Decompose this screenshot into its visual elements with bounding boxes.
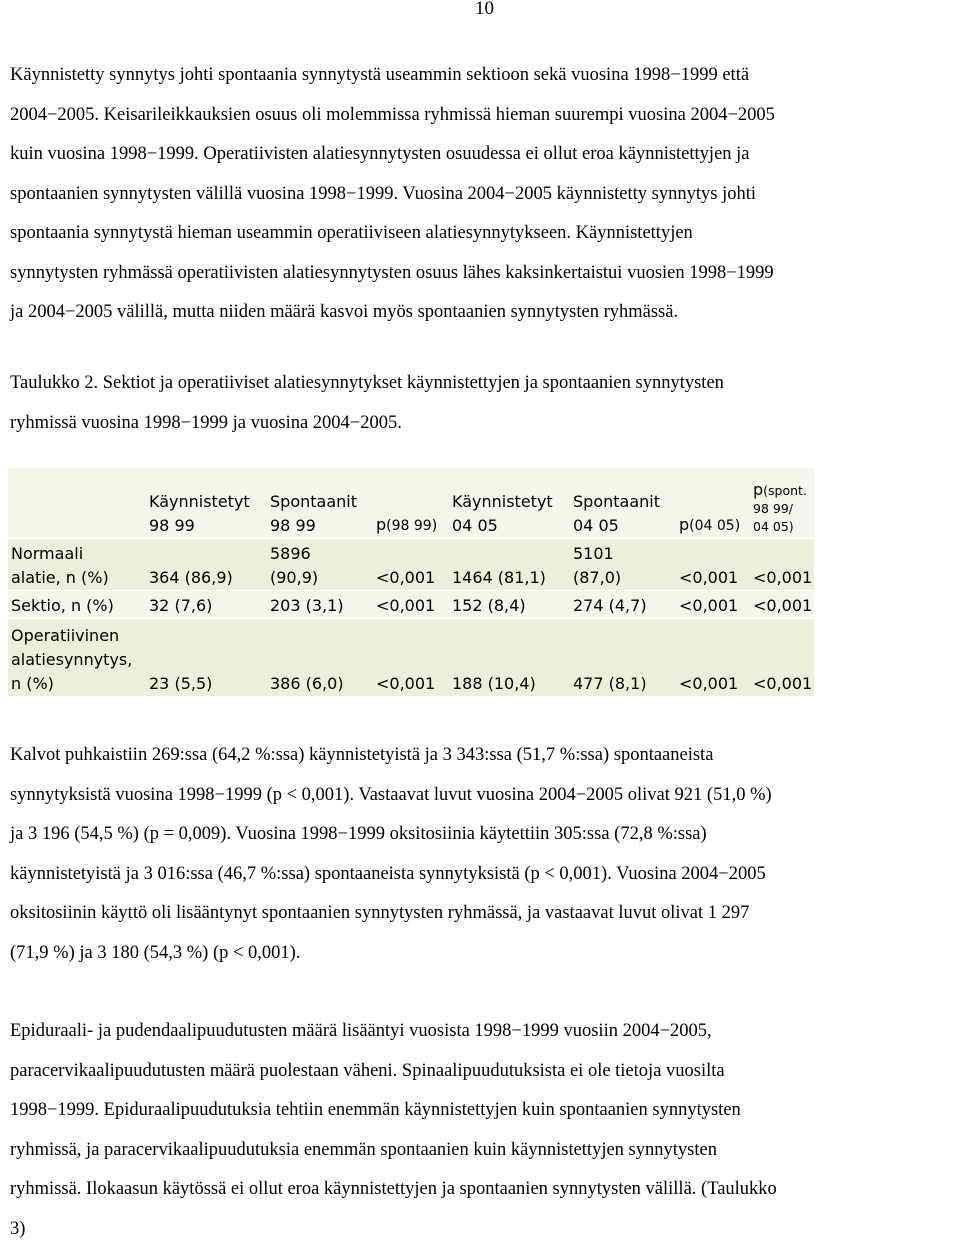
paragraph-kalvot — [10, 736, 955, 973]
cell-kaynnistetyt-04-05 — [449, 538, 570, 590]
header-label: Spontaanit — [573, 490, 676, 514]
cell-spontaanit-98-99 — [267, 538, 373, 590]
cell-kaynnistetyt-98-99 — [146, 618, 267, 696]
p-symbol: p — [376, 515, 386, 534]
text-line: oksitosiinin käyttö oli lisääntynyt spontaanien synnytysten ryhmässä, ja vastaavat luvut olivat 1 297 — [10, 894, 955, 934]
text-line: 3) — [10, 1210, 955, 1249]
text-line: 2004−2005. Keisarileikkauksien osuus oli molemmissa ryhmissä hieman suurempi vuosina 2004−2005 — [10, 96, 955, 136]
header-p-label — [753, 481, 814, 500]
header-label: Käynnistetyt — [149, 490, 267, 514]
cell-value: <0,001 — [753, 566, 814, 590]
cell-kaynnistetyt-04-05 — [449, 618, 570, 696]
cell-value: <0,001 — [753, 594, 814, 618]
row-label — [8, 590, 146, 618]
cell-value: 32 (7,6) — [149, 594, 267, 618]
text-line: kuin vuosina 1998−1999. Operatiivisten alatiesynnytysten osuudessa ei ollut eroa käynnistettyjen ja — [10, 135, 955, 175]
header-kaynnistetyt-04-05 — [449, 468, 570, 538]
cell-value: 1464 (81,1) — [452, 566, 570, 590]
cell-spontaanit-98-99 — [267, 618, 373, 696]
cell-value: 203 (3,1) — [270, 594, 373, 618]
text-line: Käynnistetty synnytys johti spontaania synnytystä useammin sektioon sekä vuosina 1998−1999 että — [10, 56, 955, 96]
cell-kaynnistetyt-04-05 — [449, 590, 570, 618]
text-line: ja 3 196 (54,5 %) (p = 0,009). Vuosina 1998−1999 oksitosiinia käytettiin 305:ssa (72,8 %:ssa) — [10, 815, 955, 855]
cell-p-spont — [750, 618, 814, 696]
p-subscript-line: 04 05) — [753, 518, 814, 536]
row-label-line: Operatiivinen — [11, 624, 146, 648]
cell-p-04-05 — [676, 590, 750, 618]
row-label-line: alatie, n (%) — [11, 566, 146, 590]
p-symbol: p — [679, 515, 689, 534]
header-p-04-05 — [676, 468, 750, 538]
table-row — [8, 538, 814, 590]
cell-p-spont — [750, 538, 814, 590]
header-empty-cell — [8, 468, 146, 538]
cell-value: 386 (6,0) — [270, 672, 373, 696]
table-row — [8, 590, 814, 618]
cell-value: 188 (10,4) — [452, 672, 570, 696]
cell-value: <0,001 — [679, 672, 750, 696]
cell-value: (90,9) — [270, 566, 373, 590]
cell-value: <0,001 — [376, 672, 449, 696]
text-line: spontaania synnytystä hieman useammin operatiiviseen alatiesynnytykseen. Käynnistettyjen — [10, 214, 955, 254]
header-years: 98 99 — [149, 514, 267, 538]
table-caption — [10, 364, 955, 443]
cell-spontaanit-04-05 — [570, 538, 676, 590]
cell-value: 5101 — [573, 542, 676, 566]
header-spontaanit-98-99 — [267, 468, 373, 538]
text-line: käynnistetyistä ja 3 016:ssa (46,7 %:ssa) spontaaneista synnytyksistä (p < 0,001). Vuosina 2004−2005 — [10, 855, 955, 895]
text-line: synnytyksistä vuosina 1998−1999 (p < 0,001). Vastaavat luvut vuosina 2004−2005 olivat 921 (51,0 %) — [10, 776, 955, 816]
row-label-line: Normaali — [11, 542, 146, 566]
paragraph-epiduraali — [10, 1012, 955, 1249]
text-line: ja 2004−2005 välillä, mutta niiden määrä kasvoi myös spontaanien synnytysten ryhmässä. — [10, 293, 955, 333]
cell-value: <0,001 — [679, 566, 750, 590]
cell-p-98-99 — [373, 538, 449, 590]
page-number: 10 — [475, 0, 494, 20]
cell-value: 274 (4,7) — [573, 594, 676, 618]
data-table — [8, 468, 814, 696]
cell-value: <0,001 — [679, 594, 750, 618]
row-label — [8, 618, 146, 696]
cell-p-04-05 — [676, 618, 750, 696]
text-line: paracervikaalipuudutusten määrä puolestaan väheni. Spinaalipuudutuksista ei ole tietoja vuosilta — [10, 1052, 955, 1092]
header-p-label — [376, 513, 449, 538]
cell-spontaanit-04-05 — [570, 618, 676, 696]
cell-value: <0,001 — [753, 672, 814, 696]
text-line: ryhmissä. Ilokaasun käytössä ei ollut eroa käynnistettyjen ja spontaanien synnytysten välillä. (Taulukko — [10, 1170, 955, 1210]
caption-line: Taulukko 2. Sektiot ja operatiiviset alatiesynnytykset käynnistettyjen ja spontaanien synnytysten — [10, 364, 955, 404]
cell-spontaanit-04-05 — [570, 590, 676, 618]
cell-p-04-05 — [676, 538, 750, 590]
text-line: spontaanien synnytysten välillä vuosina 1998−1999. Vuosina 2004−2005 käynnistetty synnytys johti — [10, 175, 955, 215]
table-row — [8, 618, 814, 696]
cell-value: <0,001 — [376, 594, 449, 618]
row-label-line: n (%) — [11, 672, 146, 696]
cell-value: 5896 — [270, 542, 373, 566]
header-label: Spontaanit — [270, 490, 373, 514]
header-years: 04 05 — [452, 514, 570, 538]
cell-value: 364 (86,9) — [149, 566, 267, 590]
text-line: (71,9 %) ja 3 180 (54,3 %) (p < 0,001). — [10, 934, 955, 974]
p-symbol: p — [753, 480, 763, 499]
text-line: synnytysten ryhmässä operatiivisten alatiesynnytysten osuus lähes kaksinkertaistui vuosien 1998−1999 — [10, 254, 955, 294]
cell-p-98-99 — [373, 618, 449, 696]
text-line: Kalvot puhkaistiin 269:ssa (64,2 %:ssa) käynnistetyistä ja 3 343:ssa (51,7 %:ssa) spontaaneista — [10, 736, 955, 776]
header-years: 98 99 — [270, 514, 373, 538]
p-subscript: (98 99) — [386, 518, 437, 534]
p-subscript-line: 98 99/ — [753, 500, 814, 518]
cell-value: (87,0) — [573, 566, 676, 590]
cell-kaynnistetyt-98-99 — [146, 538, 267, 590]
cell-p-spont — [750, 590, 814, 618]
table-header-row — [8, 468, 814, 538]
cell-value: <0,001 — [376, 566, 449, 590]
row-label-line: Sektio, n (%) — [11, 594, 146, 618]
header-kaynnistetyt-98-99 — [146, 468, 267, 538]
paragraph-induction-results — [10, 56, 955, 333]
p-subscript-line: (spont. — [763, 483, 807, 498]
cell-value: 152 (8,4) — [452, 594, 570, 618]
cell-value: 477 (8,1) — [573, 672, 676, 696]
text-line: 1998−1999. Epiduraalipuudutuksia tehtiin enemmän käynnistettyjen kuin spontaanien synnytysten — [10, 1091, 955, 1131]
row-label — [8, 538, 146, 590]
header-years: 04 05 — [573, 514, 676, 538]
header-label: Käynnistetyt — [452, 490, 570, 514]
cell-p-98-99 — [373, 590, 449, 618]
caption-line: ryhmissä vuosina 1998−1999 ja vuosina 2004−2005. — [10, 404, 955, 444]
cell-value: 23 (5,5) — [149, 672, 267, 696]
cell-kaynnistetyt-98-99 — [146, 590, 267, 618]
header-spontaanit-04-05 — [570, 468, 676, 538]
cell-spontaanit-98-99 — [267, 590, 373, 618]
text-line: Epiduraali- ja pudendaalipuudutusten määrä lisääntyi vuosista 1998−1999 vuosiin 2004−2005, — [10, 1012, 955, 1052]
header-p-spont — [750, 468, 814, 538]
header-p-label — [679, 513, 750, 538]
text-line: ryhmissä, ja paracervikaalipuudutuksia enemmän spontaanien kuin käynnistettyjen synnytysten — [10, 1131, 955, 1171]
p-subscript: (04 05) — [689, 518, 740, 534]
row-label-line: alatiesynnytys, — [11, 648, 146, 672]
header-p-98-99 — [373, 468, 449, 538]
